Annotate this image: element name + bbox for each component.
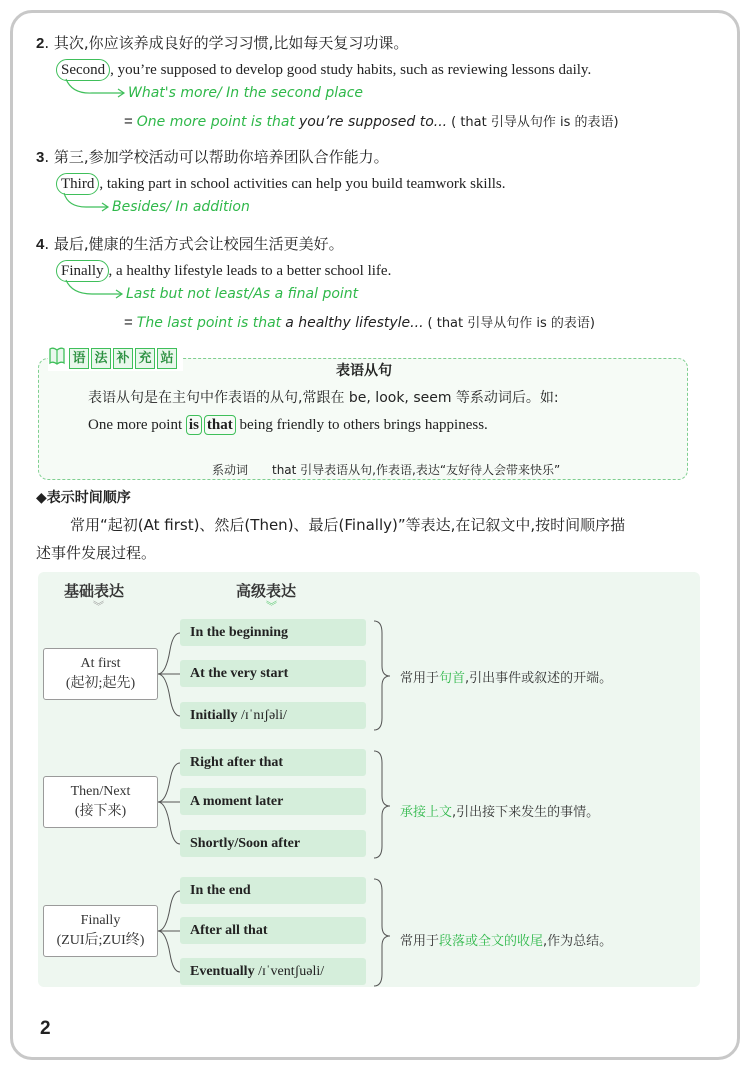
brace — [374, 879, 390, 986]
key-word-circled: Third — [56, 173, 99, 195]
advanced-text: Eventually — [190, 964, 255, 979]
example-pre: One more point — [88, 417, 183, 433]
item-chinese-text: . 最后,健康的生活方式会让校园生活更美好。 — [44, 235, 344, 253]
desc-pre: 常用于 — [400, 671, 440, 686]
advanced-text: In the end — [190, 883, 251, 898]
brace — [374, 621, 390, 730]
key-word-circled: Finally — [56, 260, 109, 282]
tag-char: 语 — [69, 348, 89, 369]
alternative-expressions: Besides/ In addition — [112, 199, 250, 215]
english-sentence: , taking part in school activities can help you build teamwork skills. — [99, 176, 506, 192]
advanced-expressions-heading: 高级表达 — [236, 582, 297, 600]
basic-expression: Finally — [80, 913, 121, 928]
grammar-description: 表语从句是在主句中作表语的从句,常跟在 be, look, seem 等系动词后。如: — [88, 390, 559, 406]
alternative-expressions: What's more/ In the second place — [128, 85, 364, 101]
connector-line — [158, 802, 180, 844]
basic-expressions-heading: 基础表达 — [64, 582, 125, 600]
basic-meaning: (ZUI后;ZUI终) — [56, 933, 145, 948]
desc-highlight: 段落或全文的收尾 — [439, 934, 544, 949]
rewrite-note: ( that 引导从句作 is 的表语) — [451, 115, 619, 130]
rewrite-black: a healthy lifestyle... — [285, 315, 424, 331]
chevron-down-icon: ︾ — [266, 600, 277, 613]
advanced-text: After all that — [190, 923, 268, 938]
advanced-text: Right after that — [190, 755, 284, 770]
desc-post: ,引出接下来发生的事情。 — [452, 805, 600, 820]
grammar-note-that: that 引导表语从句,作表语,表达“友好待人会带来快乐” — [272, 463, 561, 477]
advanced-text: Shortly/Soon after — [190, 836, 301, 851]
example-linking-verb: is — [186, 415, 202, 435]
connector-line — [158, 674, 180, 716]
basic-meaning: (接下来) — [74, 804, 127, 819]
equals-sign: = — [124, 113, 133, 130]
english-sentence: , you’re supposed to develop good study habits, such as reviewing lessons daily. — [110, 62, 592, 78]
chevron-down-icon: ︾ — [93, 600, 104, 613]
tag-char: 站 — [157, 348, 177, 369]
connector-line — [158, 931, 180, 972]
desc-post: ,引出事件或叙述的开端。 — [465, 671, 613, 686]
phonetic: /ɪˈnɪʃəli/ — [237, 708, 287, 723]
key-word-circled: Second — [56, 59, 110, 81]
page-number: 2 — [40, 1018, 51, 1039]
item-chinese-text: . 第三,参加学校活动可以帮助你培养团队合作能力。 — [44, 148, 389, 166]
advanced-text: A moment later — [190, 794, 284, 809]
tag-char: 法 — [91, 348, 111, 369]
brace — [374, 751, 390, 858]
advanced-text: In the beginning — [190, 625, 289, 640]
example-that: that — [204, 415, 236, 435]
rewrite-black: you’re supposed to... — [298, 114, 448, 130]
tag-char: 补 — [113, 348, 133, 369]
section-title: ◆表示时间顺序 — [36, 490, 131, 506]
desc-pre: 常用于 — [400, 934, 440, 949]
phonetic: /ɪˈventʃuəli/ — [254, 964, 325, 979]
item-number: 3 — [36, 149, 45, 166]
english-sentence: , a healthy lifestyle leads to a better school life. — [108, 263, 392, 279]
desc-highlight: 句首 — [439, 671, 466, 686]
example-post: being friendly to others brings happiness. — [239, 417, 488, 433]
grammar-title: 表语从句 — [336, 363, 392, 379]
item-number: 2 — [36, 35, 45, 52]
advanced-text: Initially — [190, 708, 238, 723]
item-number: 4 — [36, 236, 45, 253]
item-chinese-text: . 其次,你应该养成良好的学习习惯,比如每天复习功课。 — [44, 34, 409, 52]
basic-expression: Then/Next — [70, 784, 131, 799]
connector-line — [158, 763, 180, 802]
rewrite-green: One more point is that — [136, 114, 295, 130]
connector-line — [158, 633, 180, 674]
grammar-note-linking-verb: 系动词 — [212, 463, 249, 477]
equals-sign: = — [124, 314, 133, 331]
advanced-text: At the very start — [190, 666, 289, 681]
desc-highlight: 承接上文 — [400, 805, 453, 820]
alternative-expressions: Last but not least/As a final point — [126, 286, 359, 302]
basic-meaning: (起初;起先) — [65, 676, 136, 691]
rewrite-green: The last point is that — [136, 315, 282, 331]
rewrite-note: ( that 引导从句作 is 的表语) — [427, 316, 595, 331]
basic-expression: At first — [80, 656, 121, 671]
tag-char: 充 — [135, 348, 155, 369]
connector-line — [158, 891, 180, 931]
section-paragraph-line-1: 常用“起初(At first)、然后(Then)、最后(Finally)”等表达,在记叙文中,按时间顺序描 — [70, 516, 626, 534]
section-paragraph-line-2: 述事件发展过程。 — [36, 544, 157, 562]
desc-post: ,作为总结。 — [543, 934, 613, 949]
